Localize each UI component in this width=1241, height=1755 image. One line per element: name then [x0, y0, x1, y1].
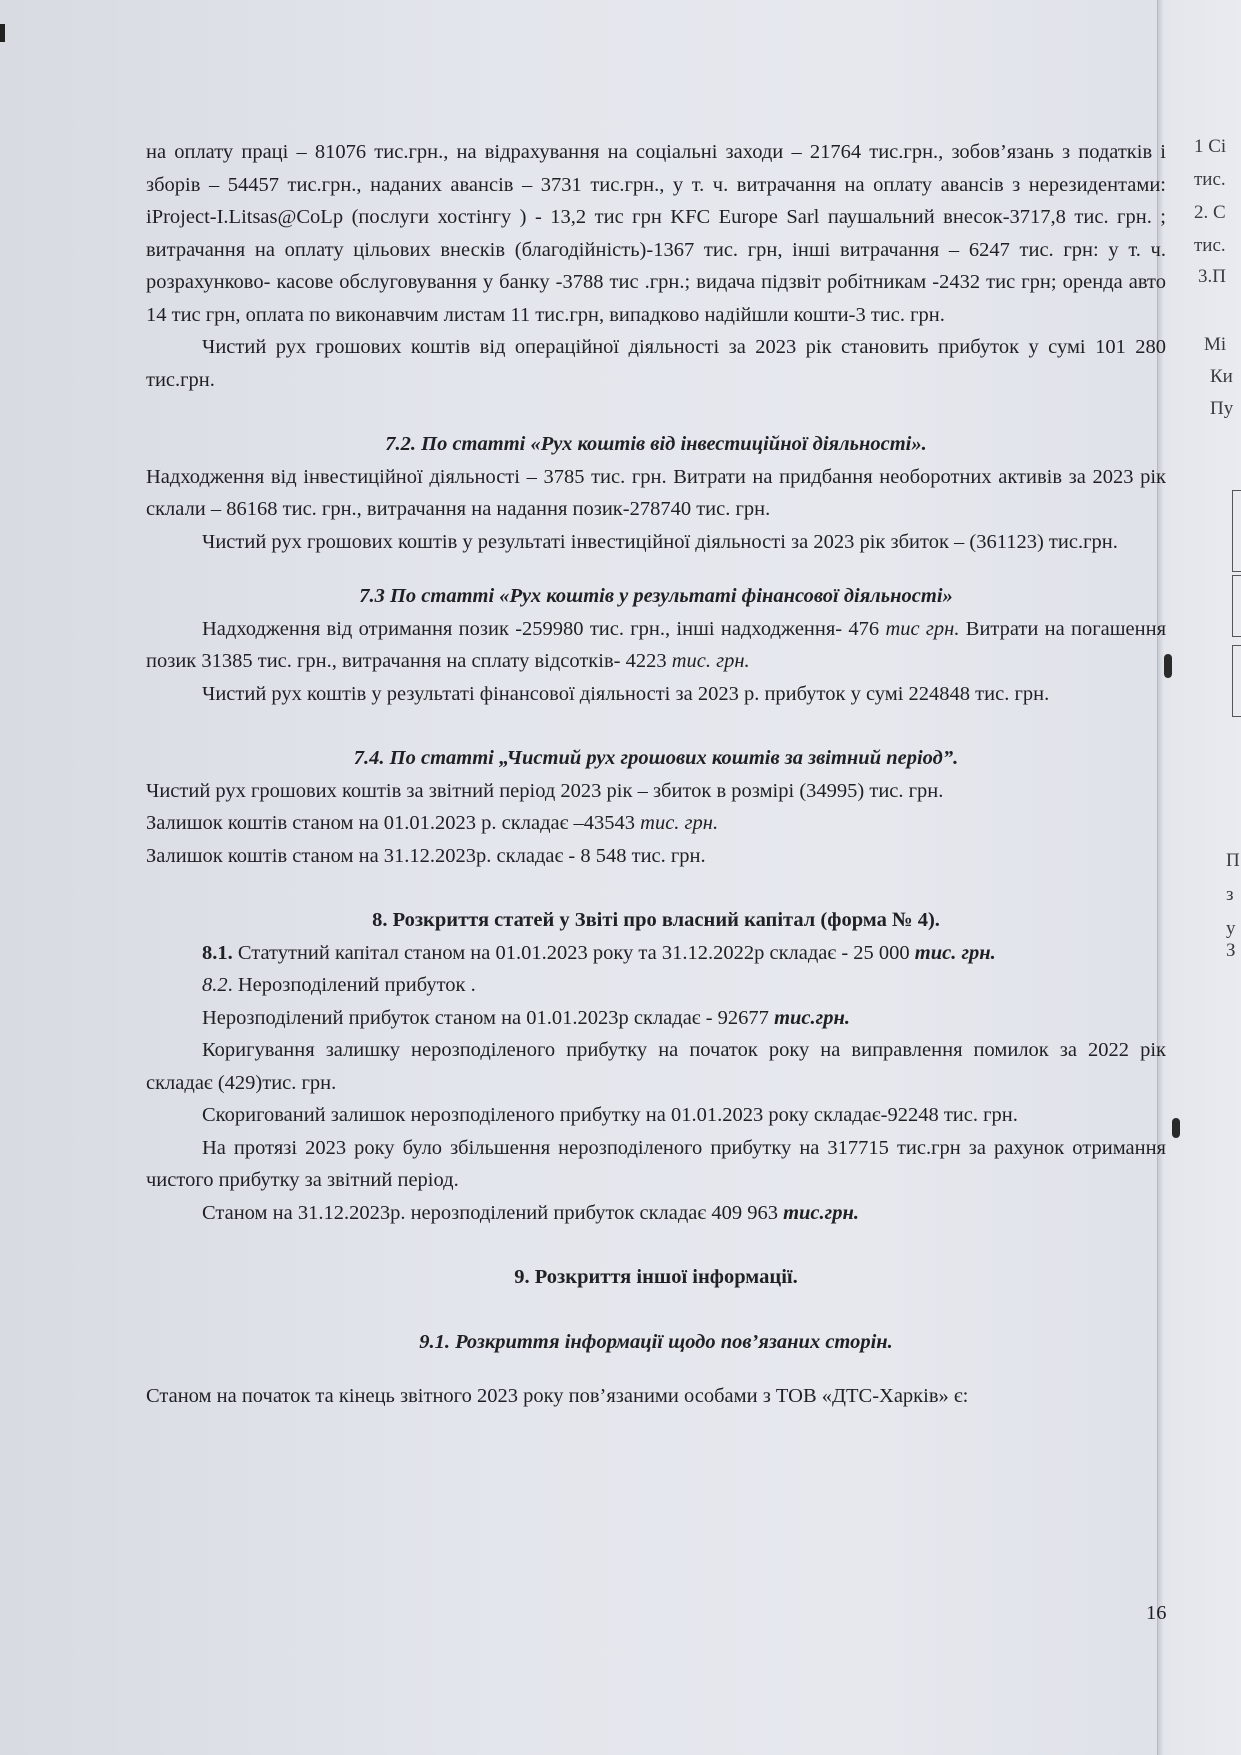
paragraph-related-parties: Станом на початок та кінець звітного 2023 року пов’язаними особами з ТОВ «ДТС-Харків» є:: [146, 1385, 969, 1407]
bleed-text: Пу: [1210, 398, 1234, 419]
text-run: Статутний капітал станом на 01.01.2023 року та 31.12.2022р складає - 25 000: [237, 941, 910, 964]
bleed-text: з: [1226, 884, 1234, 905]
text-run: Нерозподілений прибуток станом на 01.01.2023р складає - 92677: [202, 1006, 769, 1029]
paragraph-financing-flows: [146, 613, 1166, 678]
bleed-table-edge: [1232, 490, 1241, 572]
text-run-italic: тис. грн.: [671, 650, 750, 672]
bleed-text: 1 Сі: [1194, 136, 1227, 157]
text-run: Надходження від отримання позик -259980 тис. грн., інші надходження- 476: [202, 617, 880, 640]
text-run: Станом на 31.12.2023р. нерозподілений прибуток складає 409 963: [202, 1201, 778, 1224]
heading-9-1: 9.1. Розкриття інформації щодо пов’язаних сторін.: [419, 1330, 893, 1353]
heading-7-3: 7.3 По статті «Рух коштів у результаті фінансової діяльності»: [359, 585, 953, 607]
heading-7-4: 7.4. По статті „Чистий рух грошових коштів за звітний період”.: [353, 747, 959, 769]
paragraph-retained-earnings-opening: [146, 1002, 1166, 1035]
paragraph-closing-balance: Залишок коштів станом на 31.12.2023р. складає - 8 548 тис. грн.: [146, 844, 706, 867]
heading-section-8: 8. Розкриття статей у Звіті про власний капітал (форма № 4).: [372, 909, 940, 931]
text-run: Витрати на погашення позик 31385 тис. грн., витрачання на сплату відсотків- 4223: [146, 617, 1167, 672]
paragraph-financing-net: Чистий рух коштів у результаті фінансової діяльності за 2023 р. прибуток у сумі 224848 тис. грн.: [202, 682, 1050, 705]
paragraph-correction: Коригування залишку нерозподіленого прибутку на початок року на виправлення помилок за 2022 рік складає (429)тис. грн.: [146, 1039, 1166, 1094]
text-run-italic: тис грн.: [885, 617, 960, 640]
paragraph-investing-flows: Надходження від інвестиційної діяльності – 3785 тис. грн. Витрати на придбання необоротних активів за 2023 рік склали – 86168 тис. грн., витрачання на надання позик-278740 тис. грн.: [146, 465, 1166, 520]
paragraph-retained-earnings-closing: [146, 1197, 1166, 1230]
bleed-text: 2. С: [1194, 202, 1226, 223]
text-run-italic: тис. грн.: [640, 812, 719, 834]
bleed-table-edge: [1232, 575, 1241, 637]
paragraph-authorized-capital: [146, 937, 1166, 970]
paragraph-investing-net: Чистий рух грошових коштів у результаті інвестиційної діяльності за 2023 рік збиток – (361123) тис.грн.: [202, 530, 1118, 553]
bleed-text: З: [1226, 940, 1236, 961]
text-run-bold-italic: тис.грн.: [774, 1006, 850, 1029]
text-run-bold-italic: тис. грн.: [914, 941, 996, 964]
paragraph-operating-outflows: на оплату праці – 81076 тис.грн., на відрахування на соціальні заходи – 21764 тис.грн., зобов’язань з податків і зборів – 54457 тис.грн., наданих авансів – 3731 тис.грн., у т. ч. витрачання на оплату авансів з нерезидентами: iProject-I.Litsas@CoLp (послуги хостінгу ) - 13,2 тис грн KFC Europe Sarl паушальний внесок-3717,8 тис. грн. ; витрачання на оплату цільових внесків (благодійність)-1367 тис. грн, інші витрачання – 6247 тис. грн: у т. ч. розрахунково- касове обслуговування у банку -3788 тис .грн.; видача підзвіт робітникам -2432 тис грн; оренда авто 14 тис грн, оплата по виконавчим листам 11 тис.грн, випадково надійшли кошти-3 тис. грн.: [146, 141, 1166, 326]
heading-section-9: 9. Розкриття іншої інформації.: [514, 1266, 798, 1288]
bleed-text: у: [1226, 918, 1236, 939]
paragraph-retained-earnings-title: [146, 969, 1166, 1002]
bleed-text: 3.П: [1198, 266, 1226, 287]
bleed-text: Мі: [1204, 334, 1227, 355]
bleed-text: тис.: [1194, 235, 1226, 256]
bleed-text: тис.: [1194, 169, 1226, 190]
paragraph-increase: На протязі 2023 року було збільшення нерозподіленого прибутку на 317715 тис.грн за рахунок отримання чистого прибутку за звітний період.: [146, 1136, 1166, 1191]
paragraph-net-cash-flow: Чистий рух грошових коштів за звітний період 2023 рік – збиток в розмірі (34995) тис. грн.: [146, 779, 944, 802]
scan-edge-mark: [0, 24, 5, 42]
adjacent-page-edge: [1157, 0, 1241, 1755]
paragraph-adjusted-balance: Скоригований залишок нерозподіленого прибутку на 01.01.2023 року складає-92248 тис. грн.: [202, 1104, 1018, 1126]
binder-hole: [1172, 1118, 1180, 1138]
bleed-text: П: [1226, 850, 1240, 871]
bleed-table-edge: [1232, 645, 1241, 717]
bleed-text: Ки: [1210, 366, 1233, 387]
text-run: Залишок коштів станом на 01.01.2023 р. складає –43543: [146, 812, 636, 834]
page-number: 16: [1146, 1602, 1167, 1624]
paragraph-opening-balance: [146, 807, 1166, 840]
document-body: [146, 136, 1166, 1413]
text-run-bold: 8.1.: [202, 941, 233, 964]
text-run: . Нерозподілений прибуток .: [227, 974, 476, 996]
paragraph-operating-net: Чистий рух грошових коштів від операційної діяльності за 2023 рік становить прибуток у сумі 101 280 тис.грн.: [146, 336, 1166, 391]
text-run-bold-italic: тис.грн.: [783, 1201, 859, 1224]
heading-7-2: 7.2. По статті «Рух коштів від інвестиційної діяльності».: [385, 433, 927, 455]
text-run-italic: 8.2: [202, 974, 228, 996]
